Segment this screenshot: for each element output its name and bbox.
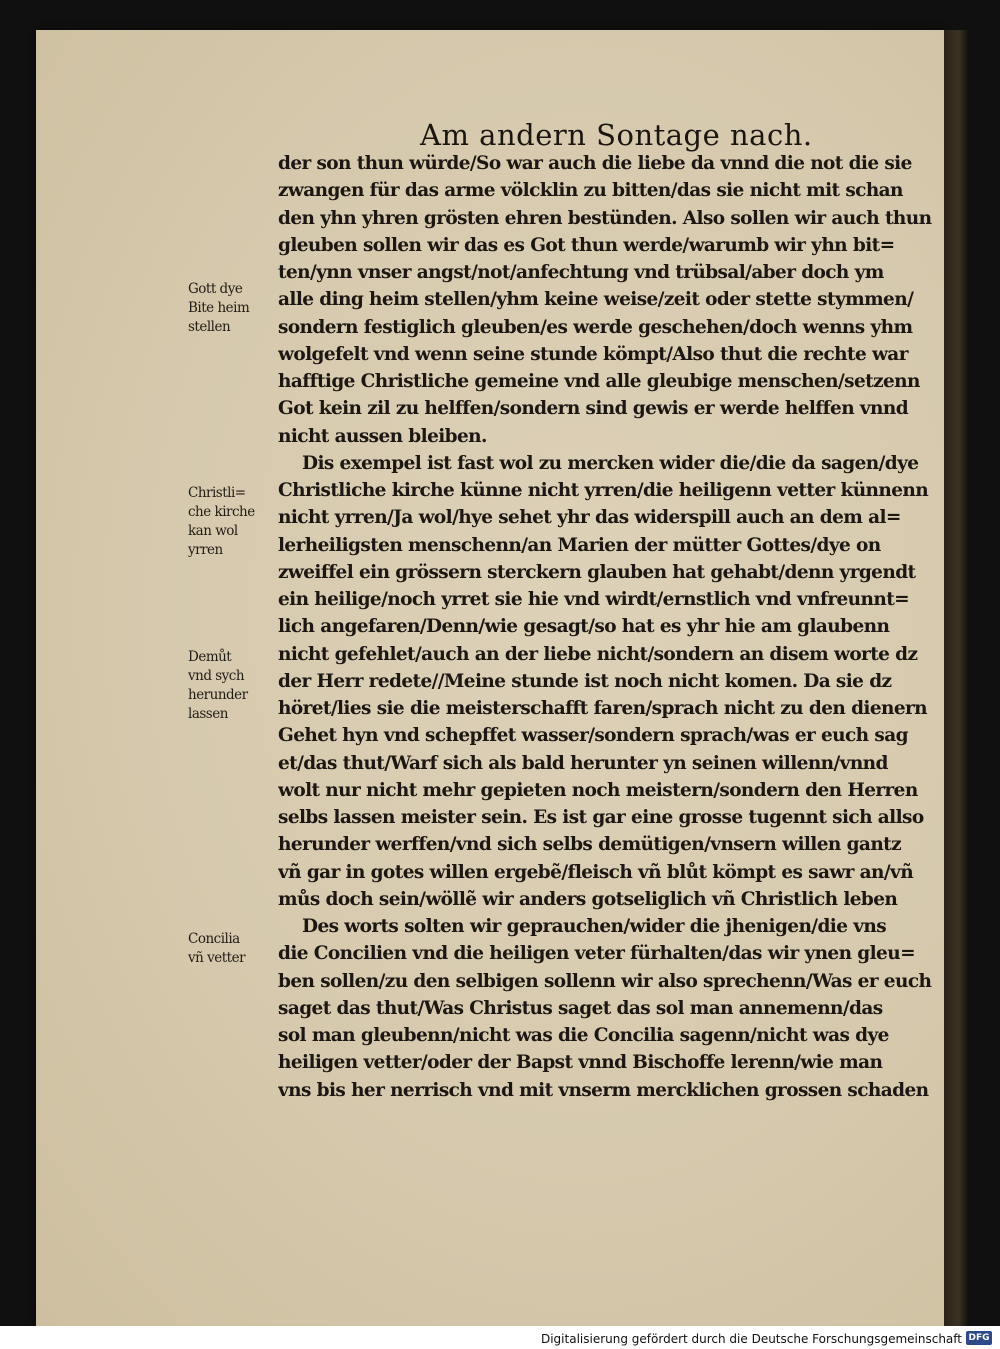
text-line: Gehet hyn vnd schepffet wasser/sondern sprach/was er euch sag: [278, 725, 908, 747]
text-line: et/das thut/Warf sich als bald herunter yn seinen willenn/vnnd: [278, 752, 888, 774]
text-line: sol man gleubenn/nicht was die Concilia sagenn/nicht was dye: [278, 1025, 889, 1046]
gloss-line: yrren: [188, 542, 223, 558]
text-line: vñ gar in gotes willen ergebẽ/fleisch vñ blůt kömpt es sawr an/vñ: [278, 861, 914, 883]
funding-credit: Digitalisierung gefördert durch die Deutsche Forschungsgemeinschaft: [540, 1332, 962, 1346]
text-line: gleuben sollen wir das es Got thun werde/warumb wir yhn bit=: [278, 234, 895, 256]
gloss-line: Concilia: [188, 931, 240, 947]
text-line: Des worts solten wir geprauchen/wider die jhenigen/die vns: [302, 916, 887, 937]
text-line: wolgefelt vnd wenn seine stunde kömpt/Also thut die rechte war: [278, 343, 908, 365]
gloss-line: herunder: [188, 687, 248, 703]
text-line: der Herr redete//Meine stunde ist noch nicht komen. Da sie dz: [278, 670, 892, 692]
text-line: saget das thut/Was Christus saget das sol man annemenn/das: [278, 997, 883, 1019]
text-line: die Concilien vnd die heiligen veter fürhalten/das wir ynen gleu=: [278, 943, 915, 965]
gloss-line: che kirche: [188, 504, 255, 520]
dfg-logo-icon: DFG: [966, 1331, 992, 1345]
text-line: herunder werffen/vnd sich selbs demütigen/vnsern willen gantz: [278, 834, 902, 856]
text-line: den yhn yhren grösten ehren bestünden. Also sollen wir auch thun: [278, 207, 932, 229]
text-line: ben sollen/zu den selbigen sollenn wir also sprechenn/Was er euch: [278, 970, 932, 992]
gloss-line: stellen: [188, 319, 231, 335]
body-text: [278, 150, 946, 1104]
marginal-gloss: [188, 280, 274, 337]
marginal-gloss: [188, 648, 274, 724]
gloss-line: vñ vetter: [188, 950, 246, 966]
text-line: selbs lassen meister sein. Es ist gar eine grosse tugennt sich allso: [278, 807, 924, 828]
text-line: Dis exempel ist fast wol zu mercken wider die/die da sagen/dye: [302, 452, 919, 474]
text-line: nicht yrren/Ja wol/hye sehet yhr das widerspill auch an dem al=: [278, 507, 901, 529]
marginal-gloss: [188, 484, 274, 560]
text-line: lich angefaren/Denn/wie gesagt/so hat es yhr hie am glaubenn: [278, 616, 890, 638]
gloss-line: lassen: [188, 706, 228, 722]
text-line: Christliche kirche künne nicht yrren/die heiligenn vetter künnenn: [278, 480, 929, 501]
text-line: Got kein zil zu helffen/sondern sind gewis er werde helffen vnnd: [278, 398, 909, 420]
gloss-line: Gott dye: [188, 281, 243, 297]
text-line: hafftige Christliche gemeine vnd alle gleubige menschen/setzenn: [278, 371, 920, 392]
text-line: zweiffel ein grössern sterckern glauben hat gehabt/denn yrgendt: [278, 561, 916, 583]
text-line: sondern festiglich gleuben/es werde geschehen/doch wenns yhm: [278, 316, 913, 338]
text-line: ein heilige/noch yrret sie hie vnd wirdt/ernstlich vnd vnfreunnt=: [278, 589, 910, 610]
text-line: nicht gefehlet/auch an der liebe nicht/sondern an disem worte dz: [278, 643, 918, 665]
gloss-line: kan wol: [188, 523, 238, 539]
gloss-line: Demůt: [188, 649, 232, 665]
text-line: vns bis her nerrisch vnd mit vnserm mercklichen grossen schaden: [278, 1079, 929, 1101]
text-line: nicht aussen bleiben.: [278, 425, 487, 447]
marginal-gloss: [188, 930, 274, 968]
text-line: zwangen für das arme völcklin zu bitten/das sie nicht mit schan: [278, 180, 903, 202]
text-line: heiligen vetter/oder der Bapst vnnd Bischoffe lerenn/wie man: [278, 1052, 883, 1074]
running-head: Am andern Sontage nach.: [420, 118, 813, 152]
text-line: alle ding heim stellen/yhm keine weise/zeit oder stette stymmen/: [278, 289, 914, 311]
page-edge-shadow: [944, 30, 968, 1326]
text-line: höret/lies sie die meisterschafft faren/sprach nicht zu den dienern: [278, 698, 928, 719]
text-line: můs doch sein/wöllẽ wir anders gotseliglich vñ Christlich leben: [278, 888, 898, 910]
text-line: lerheiligsten menschenn/an Marien der mütter Gottes/dye on: [278, 534, 881, 556]
gloss-line: Christli=: [188, 485, 246, 501]
gloss-line: vnd sych: [188, 668, 245, 684]
text-line: wolt nur nicht mehr gepieten noch meistern/sondern den Herren: [278, 779, 918, 801]
text-line: ten/ynn vnser angst/not/anfechtung vnd trübsal/aber doch ym: [278, 262, 884, 283]
text-line: der son thun würde/So war auch die liebe da vnnd die not die sie: [278, 153, 912, 174]
gloss-line: Bite heim: [188, 300, 250, 316]
